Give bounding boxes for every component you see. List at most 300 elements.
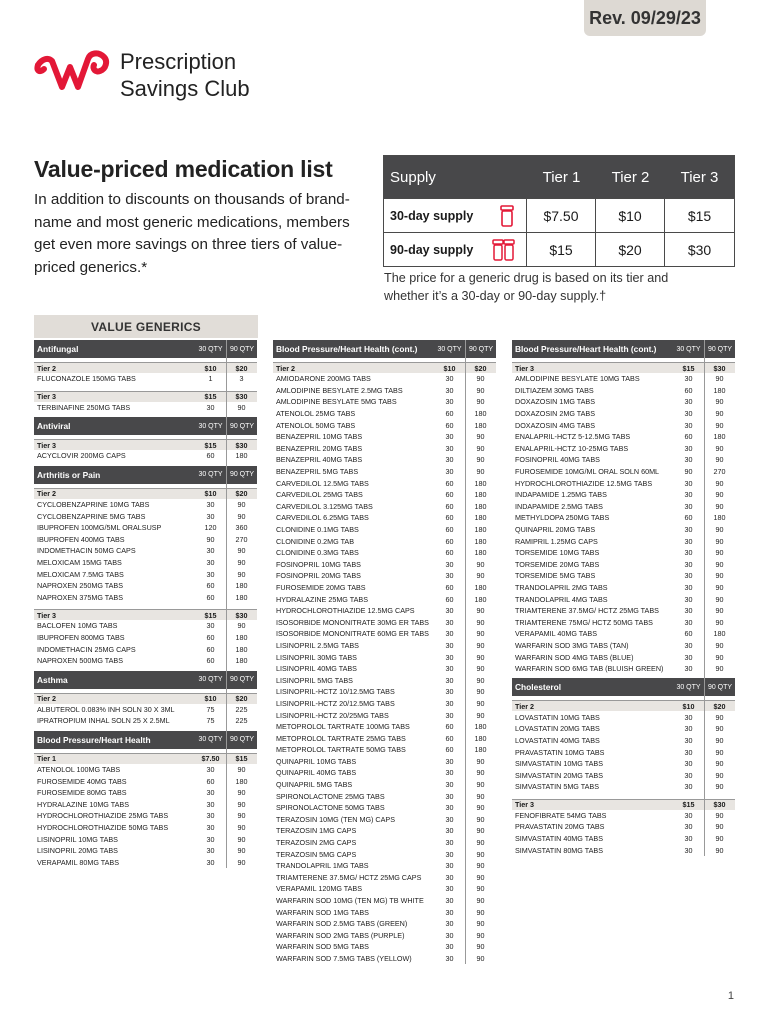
medication-name: FUROSEMIDE 20MG TABS xyxy=(276,582,366,592)
qty-90-value: 90 xyxy=(476,930,485,940)
price-note: The price for a generic drug is based on its tier and whether it’s a 30-day or 90-day supply.† xyxy=(384,271,669,303)
medication-name: CARVEDILOL 25MG TABS xyxy=(276,490,363,500)
qty-90-label: 90 QTY xyxy=(465,346,496,353)
medication-name: VERAPAMIL 120MG TABS xyxy=(276,884,363,894)
qty-30-value: 60 xyxy=(445,745,454,755)
medication-name: TERAZOSIN 1MG CAPS xyxy=(276,826,357,836)
qty-90-value: 180 xyxy=(474,513,487,523)
medication-name: INDAPAMIDE 1.25MG TABS xyxy=(515,490,607,500)
tier-price-90: $30 xyxy=(235,392,248,402)
medication-row xyxy=(512,810,735,822)
qty-90-value: 90 xyxy=(476,953,485,963)
medication-row xyxy=(34,402,257,414)
medication-row xyxy=(34,568,257,580)
medication-row xyxy=(273,918,496,930)
tier-price-30: $7.50 xyxy=(201,754,220,764)
qty-30-value: 30 xyxy=(206,569,215,579)
medication-row xyxy=(273,663,496,675)
qty-90-value: 180 xyxy=(474,745,487,755)
qty-30-value: 60 xyxy=(684,513,693,523)
medication-row xyxy=(34,373,257,385)
price-row-30-day xyxy=(384,198,734,232)
qty-90-value: 180 xyxy=(713,629,726,639)
qty-30-value: 30 xyxy=(445,930,454,940)
medication-row xyxy=(34,715,257,727)
medication-row xyxy=(273,628,496,640)
qty-30-value: 60 xyxy=(445,548,454,558)
category-name: Arthritis or Pain xyxy=(37,469,101,480)
medication-name: WARFARIN SOD 4MG TABS (BLUE) xyxy=(515,652,634,662)
medication-row xyxy=(512,570,735,582)
supply-90-day xyxy=(384,233,527,266)
qty-30-value: 75 xyxy=(206,716,215,726)
medication-row xyxy=(512,477,735,489)
medication-row xyxy=(273,408,496,420)
medication-row xyxy=(273,489,496,501)
medication-row xyxy=(273,535,496,547)
medication-name: DILTIAZEM 30MG TABS xyxy=(515,385,594,395)
medication-name: PRAVASTATIN 20MG TABS xyxy=(515,822,605,832)
qty-90-value: 3 xyxy=(239,374,244,384)
tier-name: Tier 2 xyxy=(37,489,57,499)
medication-row xyxy=(273,848,496,860)
qty-90-value: 90 xyxy=(476,606,485,616)
medication-name: HYDROCHLOROTHIAZIDE 12.5MG TABS xyxy=(515,478,653,488)
qty-30-value: 30 xyxy=(445,710,454,720)
qty-90-value: 90 xyxy=(476,571,485,581)
qty-30-value: 60 xyxy=(445,536,454,546)
medication-name: LISINOPRIL 30MG TABS xyxy=(276,652,357,662)
medication-row xyxy=(34,787,257,799)
category-name: Cholesterol xyxy=(515,682,562,693)
medication-row xyxy=(34,580,257,592)
qty-30-value: 30 xyxy=(684,617,693,627)
qty-90-value: 90 xyxy=(715,617,724,627)
qty-30-value: 60 xyxy=(445,525,454,535)
qty-30-value: 30 xyxy=(206,764,215,774)
qty-90-value: 90 xyxy=(476,687,485,697)
medication-name: LOVASTATIN 10MG TABS xyxy=(515,712,600,722)
qty-90-value: 90 xyxy=(476,826,485,836)
qty-90-value: 90 xyxy=(237,402,246,412)
medication-name: AMIODARONE 200MG TABS xyxy=(276,374,371,384)
medication-row xyxy=(512,396,735,408)
medication-row xyxy=(34,632,257,644)
qty-90-value: 360 xyxy=(235,523,248,533)
tier-header xyxy=(34,609,257,620)
qty-30-value: 30 xyxy=(445,374,454,384)
tier-name: Tier 2 xyxy=(37,694,57,703)
medication-name: QUINAPRIL 20MG TABS xyxy=(515,525,596,535)
qty-90-value: 180 xyxy=(235,776,248,786)
medication-name: LISINOPRIL-HCTZ 20/12.5MG TABS xyxy=(276,698,395,708)
tier-price-30: $10 xyxy=(204,489,217,499)
qty-30-value: 30 xyxy=(684,845,693,855)
qty-30-value: 30 xyxy=(206,500,215,510)
qty-30-value: 30 xyxy=(684,594,693,604)
medication-row xyxy=(512,512,735,524)
qty-90-value: 90 xyxy=(715,548,724,558)
medication-row xyxy=(34,557,257,569)
medication-row xyxy=(512,593,735,605)
qty-90-value: 270 xyxy=(235,534,248,544)
tier-name: Tier 3 xyxy=(37,610,57,620)
qty-90-value: 90 xyxy=(476,838,485,848)
medication-name: LOVASTATIN 40MG TABS xyxy=(515,735,600,745)
medication-name: METOPROLOL TARTRATE 50MG TABS xyxy=(276,745,406,755)
qty-30-value: 30 xyxy=(684,525,693,535)
medication-name: LISINOPRIL 2.5MG TABS xyxy=(276,640,359,650)
qty-30-label: 30 QTY xyxy=(198,736,223,744)
qty-30-value: 30 xyxy=(684,724,693,734)
medication-row xyxy=(512,651,735,663)
tier-price-90: $20 xyxy=(235,489,248,499)
tier-price-90: $20 xyxy=(235,363,248,373)
qty-30-value: 30 xyxy=(445,780,454,790)
qty-90-value: 180 xyxy=(235,592,248,602)
qty-90-value: 90 xyxy=(237,857,246,867)
tier-header xyxy=(34,488,257,499)
qty-30-label: 30 QTY xyxy=(198,422,223,430)
qty-90-value: 90 xyxy=(237,558,246,568)
qty-90-value: 90 xyxy=(715,501,724,511)
medication-name: ATENOLOL 100MG TABS xyxy=(37,764,121,774)
medication-row xyxy=(512,489,735,501)
header-tier-1: Tier 1 xyxy=(542,168,581,186)
qty-30-value: 60 xyxy=(445,582,454,592)
medication-row xyxy=(34,856,257,868)
medication-name: WARFARIN SOD 10MG (TEN MG) TB WHITE xyxy=(276,896,424,906)
tier-header xyxy=(34,693,257,704)
medication-name: CLONIDINE 0.1MG TABS xyxy=(276,525,359,535)
tier-price-30: $10 xyxy=(204,694,217,703)
category-header xyxy=(34,466,257,484)
qty-90-value: 90 xyxy=(715,640,724,650)
medication-row xyxy=(273,686,496,698)
medication-name: HYDRALAZINE 25MG TABS xyxy=(276,594,368,604)
intro-text: In addition to discounts on thousands of brand-name and most generic medications, members get even more savings on three tiers of value-priced generics.* xyxy=(34,191,350,276)
qty-90-value: 180 xyxy=(474,501,487,511)
qty-30-value: 60 xyxy=(684,629,693,639)
qty-90-value: 180 xyxy=(474,548,487,558)
qty-90-value: 90 xyxy=(715,525,724,535)
medication-row xyxy=(273,570,496,582)
medication-row xyxy=(34,499,257,511)
medication-name: ACYCLOVIR 200MG CAPS xyxy=(37,451,126,461)
medication-name: BENAZEPRIL 10MG TABS xyxy=(276,432,363,442)
tier-name: Tier 3 xyxy=(37,440,57,450)
category-header xyxy=(34,671,257,689)
qty-90-value: 90 xyxy=(715,747,724,757)
qty-30-value: 30 xyxy=(445,455,454,465)
tier-price-90: $20 xyxy=(235,694,248,703)
qty-30-value: 30 xyxy=(445,687,454,697)
qty-30-value: 30 xyxy=(445,652,454,662)
qty-90-value: 90 xyxy=(715,810,724,820)
medication-row xyxy=(273,721,496,733)
medication-name: TRIAMTERENE 37.5MG/ HCTZ 25MG TABS xyxy=(515,606,659,616)
medication-name: IBUPROFEN 800MG TABS xyxy=(37,633,125,643)
medication-name: VERAPAMIL 40MG TABS xyxy=(515,629,598,639)
tier-price-30: $15 xyxy=(204,610,217,620)
qty-30-value: 30 xyxy=(445,896,454,906)
page-number: 1 xyxy=(727,990,734,1002)
medication-name: TRIAMTERENE 75MG/ HCTZ 50MG TABS xyxy=(515,617,653,627)
qty-30-value: 60 xyxy=(445,513,454,523)
qty-30-value: 30 xyxy=(445,849,454,859)
medication-row xyxy=(34,620,257,632)
medication-name: MELOXICAM 7.5MG TABS xyxy=(37,569,124,579)
medication-row xyxy=(273,419,496,431)
qty-30-value: 60 xyxy=(206,776,215,786)
qty-30-value: 30 xyxy=(684,420,693,430)
medication-name: LISINOPRIL-HCTZ 10/12.5MG TABS xyxy=(276,687,395,697)
tier-name: Tier 2 xyxy=(276,363,296,373)
medication-column-1 xyxy=(34,340,257,868)
qty-90-value: 90 xyxy=(476,919,485,929)
qty-30-value: 30 xyxy=(206,857,215,867)
qty-90-value: 90 xyxy=(237,500,246,510)
medication-name: FOSINOPRIL 10MG TABS xyxy=(276,559,361,569)
qty-30-value: 30 xyxy=(206,558,215,568)
medication-row xyxy=(273,802,496,814)
qty-90-value: 90 xyxy=(715,712,724,722)
medication-name: SIMVASTATIN 10MG TABS xyxy=(515,759,603,769)
medication-name: INDAPAMIDE 2.5MG TABS xyxy=(515,501,603,511)
qty-30-label: 30 QTY xyxy=(198,471,223,479)
medication-row xyxy=(512,582,735,594)
qty-30-value: 60 xyxy=(684,432,693,442)
qty-90-value: 90 xyxy=(715,652,724,662)
qty-90-value: 180 xyxy=(235,581,248,591)
qty-90-value: 180 xyxy=(713,385,726,395)
category-name: Antifungal xyxy=(37,344,79,354)
qty-30-value: 30 xyxy=(445,838,454,848)
medication-row xyxy=(512,663,735,675)
medication-row xyxy=(273,953,496,965)
medication-name: HYDROCHLOROTHIAZIDE 50MG TABS xyxy=(37,822,169,832)
qty-90-value: 90 xyxy=(715,759,724,769)
value-generics-banner: VALUE GENERICS xyxy=(34,315,258,338)
qty-90-value: 90 xyxy=(476,467,485,477)
tier-price-90: $20 xyxy=(474,363,487,373)
medication-name: LISINOPRIL 5MG TABS xyxy=(276,675,353,685)
qty-90-value: 90 xyxy=(715,536,724,546)
qty-30-value: 30 xyxy=(445,571,454,581)
qty-30-value: 30 xyxy=(445,443,454,453)
qty-90-value: 180 xyxy=(474,478,487,488)
medication-row xyxy=(512,605,735,617)
qty-90-value: 90 xyxy=(476,443,485,453)
medication-name: WARFARIN SOD 3MG TABS (TAN) xyxy=(515,640,629,650)
qty-90-value: 225 xyxy=(235,704,248,714)
medication-row xyxy=(273,698,496,710)
qty-90-value: 180 xyxy=(474,409,487,419)
medication-row xyxy=(34,775,257,787)
qty-30-label: 30 QTY xyxy=(198,345,223,353)
medication-row xyxy=(273,605,496,617)
qty-30-value: 30 xyxy=(206,834,215,844)
brand-logo xyxy=(34,48,250,102)
medication-name: ENALAPRIL-HCTZ 10-25MG TABS xyxy=(515,443,629,453)
qty-30-label: 30 QTY xyxy=(198,676,223,683)
qty-90-value: 90 xyxy=(237,811,246,821)
medication-name: FOSINOPRIL 20MG TABS xyxy=(276,571,361,581)
qty-30-value: 30 xyxy=(206,811,215,821)
qty-90-value: 90 xyxy=(476,675,485,685)
category-header xyxy=(512,340,735,358)
qty-90-value: 90 xyxy=(715,845,724,855)
qty-90-value: 90 xyxy=(476,861,485,871)
qty-30-value: 30 xyxy=(684,409,693,419)
medication-row xyxy=(512,454,735,466)
medication-row xyxy=(273,756,496,768)
qty-90-value: 90 xyxy=(476,664,485,674)
medication-name: FUROSEMIDE 40MG TABS xyxy=(37,776,127,786)
brand-line-1: Prescription xyxy=(120,49,237,74)
header-supply: Supply xyxy=(390,168,436,186)
tier-header xyxy=(512,799,735,810)
qty-30-value: 30 xyxy=(684,712,693,722)
qty-90-label: 90 QTY xyxy=(226,736,257,743)
medication-row xyxy=(34,810,257,822)
qty-30-value: 30 xyxy=(684,606,693,616)
qty-30-value: 30 xyxy=(684,443,693,453)
qty-90-value: 180 xyxy=(235,451,248,461)
qty-90-value: 225 xyxy=(235,716,248,726)
tier-price-30: $15 xyxy=(204,392,217,402)
medication-name: TORSEMIDE 5MG TABS xyxy=(515,571,596,581)
qty-30-value: 30 xyxy=(445,397,454,407)
medication-row xyxy=(512,781,735,793)
medication-name: NAPROXEN 500MG TABS xyxy=(37,656,124,666)
qty-90-value: 180 xyxy=(474,722,487,732)
price-table-header xyxy=(384,156,734,198)
qty-30-value: 30 xyxy=(684,478,693,488)
medication-column-2 xyxy=(273,340,496,964)
qty-90-label: 90 QTY xyxy=(226,676,257,683)
tier-price-90: $20 xyxy=(713,701,726,711)
qty-90-label: 90 QTY xyxy=(226,471,257,478)
medication-row xyxy=(34,592,257,604)
qty-90-value: 90 xyxy=(715,664,724,674)
medication-name: INDOMETHACIN 50MG CAPS xyxy=(37,546,136,556)
qty-90-value: 90 xyxy=(237,834,246,844)
medication-row xyxy=(34,655,257,667)
medication-row xyxy=(34,643,257,655)
qty-30-value: 30 xyxy=(684,548,693,558)
medication-name: SIMVASTATIN 20MG TABS xyxy=(515,770,603,780)
qty-90-value: 90 xyxy=(476,849,485,859)
medication-row xyxy=(512,758,735,770)
qty-30-value: 30 xyxy=(445,768,454,778)
qty-90-label: 90 QTY xyxy=(226,423,257,430)
brand-name xyxy=(120,48,250,102)
medication-name: CYCLOBENZAPRINE 10MG TABS xyxy=(37,500,150,510)
header-tier-3: Tier 3 xyxy=(680,168,719,186)
medication-row xyxy=(512,746,735,758)
qty-90-value: 90 xyxy=(476,629,485,639)
qty-30-value: 60 xyxy=(206,451,215,461)
medication-name: DOXAZOSIN 1MG TABS xyxy=(515,397,596,407)
qty-90-value: 90 xyxy=(476,768,485,778)
category-header xyxy=(273,340,496,358)
walgreens-w-logo-icon xyxy=(34,49,110,101)
price-row-90-day xyxy=(384,232,734,266)
category-name: Asthma xyxy=(37,674,68,685)
medication-row xyxy=(34,510,257,522)
medication-row xyxy=(34,522,257,534)
medication-row xyxy=(273,825,496,837)
medication-row xyxy=(273,373,496,385)
qty-90-value: 90 xyxy=(476,907,485,917)
medication-name: ATENOLOL 25MG TABS xyxy=(276,409,356,419)
qty-30-value: 30 xyxy=(445,953,454,963)
medication-name: CARVEDILOL 12.5MG TABS xyxy=(276,478,369,488)
qty-30-value: 30 xyxy=(206,621,215,631)
tier-header xyxy=(273,362,496,373)
medication-name: TRANDOLAPRIL 1MG TABS xyxy=(276,861,369,871)
medication-row xyxy=(273,396,496,408)
qty-30-label: 30 QTY xyxy=(676,345,701,353)
qty-30-value: 30 xyxy=(445,698,454,708)
medication-row xyxy=(34,704,257,716)
qty-90-value: 180 xyxy=(235,633,248,643)
medication-row xyxy=(512,466,735,478)
medication-name: LISINOPRIL 20MG TABS xyxy=(37,846,118,856)
medication-row xyxy=(512,844,735,856)
qty-30-value: 30 xyxy=(684,455,693,465)
medication-row xyxy=(34,534,257,546)
qty-90-value: 90 xyxy=(476,803,485,813)
medication-name: CLONIDINE 0.2MG TAB xyxy=(276,536,355,546)
qty-90-value: 90 xyxy=(476,814,485,824)
qty-30-value: 30 xyxy=(684,747,693,757)
medication-row xyxy=(512,821,735,833)
medication-name: BENAZEPRIL 20MG TABS xyxy=(276,443,363,453)
qty-90-label: 90 QTY xyxy=(226,346,257,353)
medication-name: ALBUTEROL 0.083% INH SOLN 30 X 3ML xyxy=(37,704,175,714)
medication-row xyxy=(273,709,496,721)
qty-30-value: 30 xyxy=(684,810,693,820)
qty-30-value: 30 xyxy=(684,782,693,792)
qty-90-label: 90 QTY xyxy=(704,346,735,353)
medication-row xyxy=(512,524,735,536)
medication-name: SIMVASTATIN 40MG TABS xyxy=(515,834,603,844)
medication-name: SPIRONOLACTONE 50MG TABS xyxy=(276,803,385,813)
multi-bottle-icon xyxy=(492,239,516,261)
qty-30-value: 60 xyxy=(445,478,454,488)
tier-header xyxy=(34,362,257,373)
qty-90-value: 180 xyxy=(474,733,487,743)
medication-name: FUROSEMIDE 10MG/ML ORAL SOLN 60ML xyxy=(515,467,660,477)
medication-row xyxy=(512,443,735,455)
qty-30-value: 30 xyxy=(445,559,454,569)
qty-90-value: 180 xyxy=(713,513,726,523)
price-90-tier-3: $30 xyxy=(687,241,712,258)
qty-30-value: 30 xyxy=(445,919,454,929)
medication-name: METOPROLOL TARTRATE 100MG TABS xyxy=(276,722,410,732)
medication-name: CLONIDINE 0.3MG TABS xyxy=(276,548,359,558)
medication-name: TERBINAFINE 250MG TABS xyxy=(37,402,131,412)
header-tier-2: Tier 2 xyxy=(611,168,650,186)
medication-name: DOXAZOSIN 2MG TABS xyxy=(515,409,596,419)
medication-row xyxy=(273,790,496,802)
tier-name: Tier 3 xyxy=(515,800,535,810)
medication-name: IPRATROPIUM INHAL SOLN 25 X 2.5ML xyxy=(37,716,170,726)
qty-30-value: 60 xyxy=(206,656,215,666)
medication-name: LOVASTATIN 20MG TABS xyxy=(515,724,600,734)
